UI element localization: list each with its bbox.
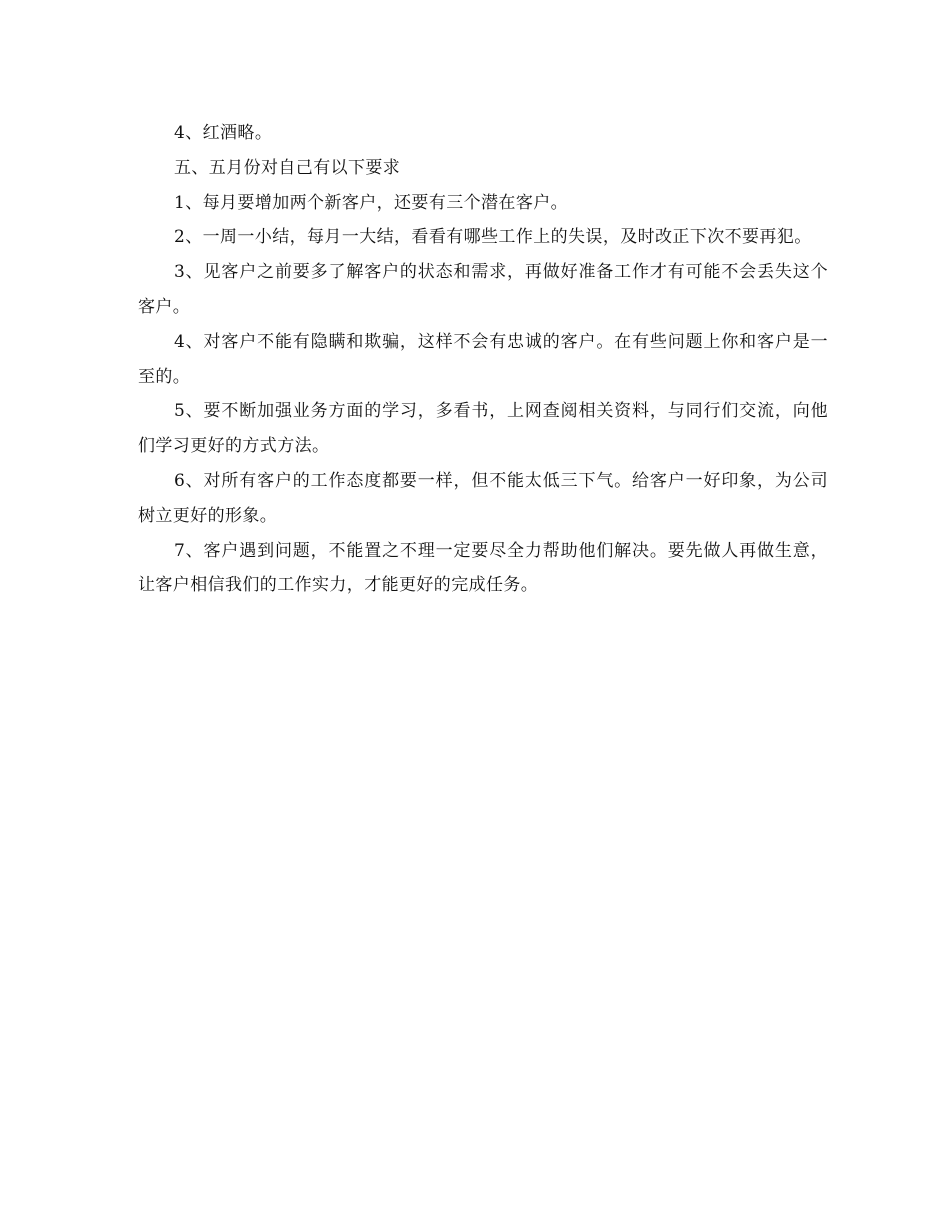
paragraph-requirement-3: 3、见客户之前要多了解客户的状态和需求，再做好准备工作才有可能不会丢失这个客户。 <box>138 262 828 317</box>
paragraph-red-wine: 4、红酒略。 <box>174 123 273 143</box>
paragraph-requirement-7: 7、客户遇到问题，不能置之不理一定要尽全力帮助他们解决。要先做人再做生意，让客户相信我们的工作实力，才能更好的完成任务。 <box>138 540 828 596</box>
paragraph-requirement-1: 1、每月要增加两个新客户，还要有三个潜在客户。 <box>174 192 569 213</box>
paragraph-requirement-5: 5、要不断加强业务方面的学习，多看书，上网查阅相关资料，与同行们交流，向他们学习更好的方式方法。 <box>138 401 828 457</box>
section-heading-may-requirements: 五、五月份对自己有以下要求 <box>174 157 401 178</box>
paragraph-requirement-4: 4、对客户不能有隐瞒和欺骗，这样不会有忠诚的客户。在有些问题上你和客户是一至的。 <box>138 331 828 387</box>
paragraph-requirement-2: 2、一周一小结，每月一大结，看看有哪些工作上的失误，及时改正下次不要再犯。 <box>174 227 812 248</box>
paragraph-requirement-6: 6、对所有客户的工作态度都要一样，但不能太低三下气。给客户一好印象，为公司树立更好的形象。 <box>138 470 828 526</box>
document-body <box>138 116 828 603</box>
